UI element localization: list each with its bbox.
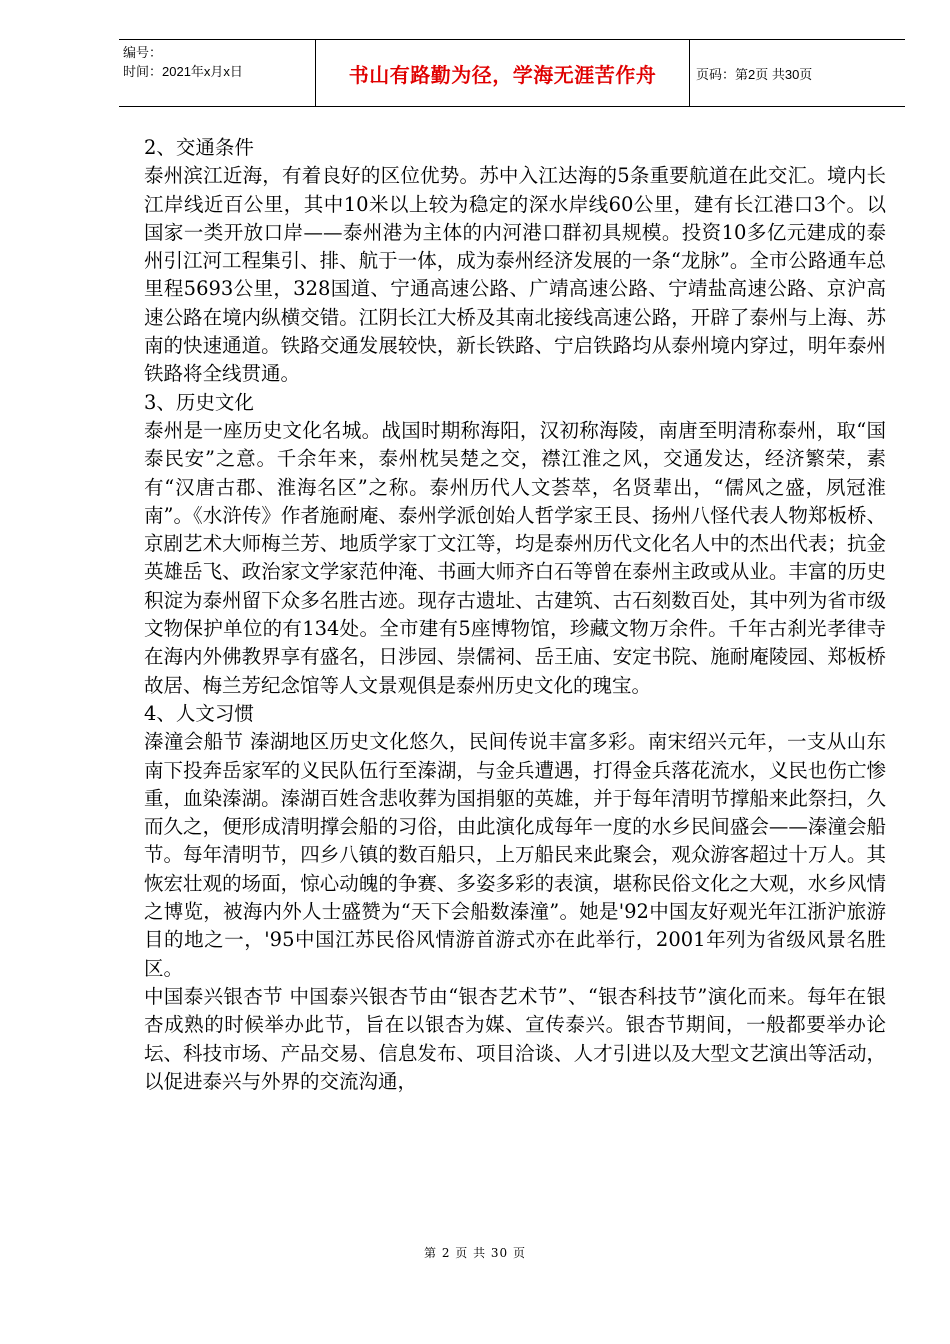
section-heading-history: 3、历史文化 (144, 390, 254, 414)
section-heading-transport: 2、交通条件 (144, 136, 254, 159)
page-header (119, 39, 905, 107)
document-time-label: 时间：2021年x月x日 (123, 64, 243, 79)
header-meta (119, 40, 316, 106)
paragraph-transport: 泰州滨江近海，有着良好的区位优势。苏中入江达海的5条重要航道在此交汇。境内长江岸线近百公里，其中10米以上较为稳定的深水岸线60公里，建有长江港口3个。以国家一类开放口岸——泰州港为主体的内河港口群初具规模。投资10多亿元建成的泰州引江河工程集引、排、航于一体，成为泰州经济发展的一条“龙脉”。全市公路通车总里程5693公里，328国道、宁通高速公路、广靖高速公路、宁靖盐高速公路、京沪高速公路在境内纵横交错。江阴长江大桥及其南北接线高速公路，开辟了泰州与上海、苏南的快速通道。铁路交通发展较快，新长铁路、宁启铁路均从泰州境内穿过，明年泰州铁路将全线贯通。 (144, 164, 886, 386)
header-page-number: 页码：第2页 共30页 (696, 66, 813, 82)
paragraph-boat-festival: 溱潼会船节 溱湖地区历史文化悠久，民间传说丰富多彩。南宋绍兴元年，一支从山东南下投奔岳家军的义民队伍行至溱湖，与金兵遭遇，打得金兵落花流水，义民也伤亡惨重，血染溱湖。溱湖百姓含悲收葬为国捐躯的英雄，并于每年清明节撑船来此祭扫，久而久之，便形成清明撑会船的习俗，由此演化成每年一度的水乡民间盛会——溱潼会船节。每年清明节，四乡八镇的数百船只，上万船民来此聚会，观众游客超过十万人。其恢宏壮观的场面，惊心动魄的争赛、多姿多彩的表演，堪称民俗文化之大观，水乡风情之博览，被海内外人士盛赞为“天下会船数溱潼”。她是'92中国友好观光年江浙沪旅游目的地之一，'95中国江苏民俗风情游首游式亦在此举行，2001年列为省级风景名胜区。 (144, 730, 886, 980)
document-number-label: 编号： (123, 45, 163, 60)
header-motto: 书山有路勤为径，学海无涯苦作舟 (316, 40, 690, 106)
paragraph-history: 泰州是一座历史文化名城。战国时期称海阳，汉初称海陵，南唐至明清称泰州，取“国泰民安”之意。千余年来，泰州枕吴楚之交，襟江淮之风，交通发达，经济繁荣，素有“汉唐古郡、淮海名区”之称。泰州历代人文荟萃，名贤辈出，“儒风之盛，夙冠淮南”。《水浒传》作者施耐庵、泰州学派创始人哲学家王艮、扬州八怪代表人物郑板桥、京剧艺术大师梅兰芳、地质学家丁文江等，均是泰州历代文化名人中的杰出代表；抗金英雄岳飞、政治家文学家范仲淹、书画大师齐白石等曾在泰州主政或从业。丰富的历史积淀为泰州留下众多名胜古迹。现存古遗址、古建筑、古石刻数百处，其中列为省市级文物保护单位的有134处。全市建有5座博物馆，珍藏文物万余件。千年古刹光孝律寺在海内外佛教界享有盛名，日涉园、崇儒祠、岳王庙、安定书院、施耐庵陵园、郑板桥故居、梅兰芳纪念馆等人文景观俱是泰州历史文化的瑰宝。 (144, 418, 886, 697)
document-body (144, 134, 886, 1096)
page-footer: 第 2 页 共 30 页 (424, 1246, 526, 1260)
section-heading-customs: 4、人文习惯 (144, 701, 254, 725)
paragraph-ginkgo-festival: 中国泰兴银杏节 中国泰兴银杏节由“银杏艺术节”、“银杏科技节”演化而来。每年在银杏成熟的时候举办此节，旨在以银杏为媒、宣传泰兴。银杏节期间，一般都要举办论坛、科技市场、产品交易、信息发布、项目洽谈、人才引进以及大型文艺演出等活动，以促进泰兴与外界的交流沟通， (144, 984, 886, 1093)
